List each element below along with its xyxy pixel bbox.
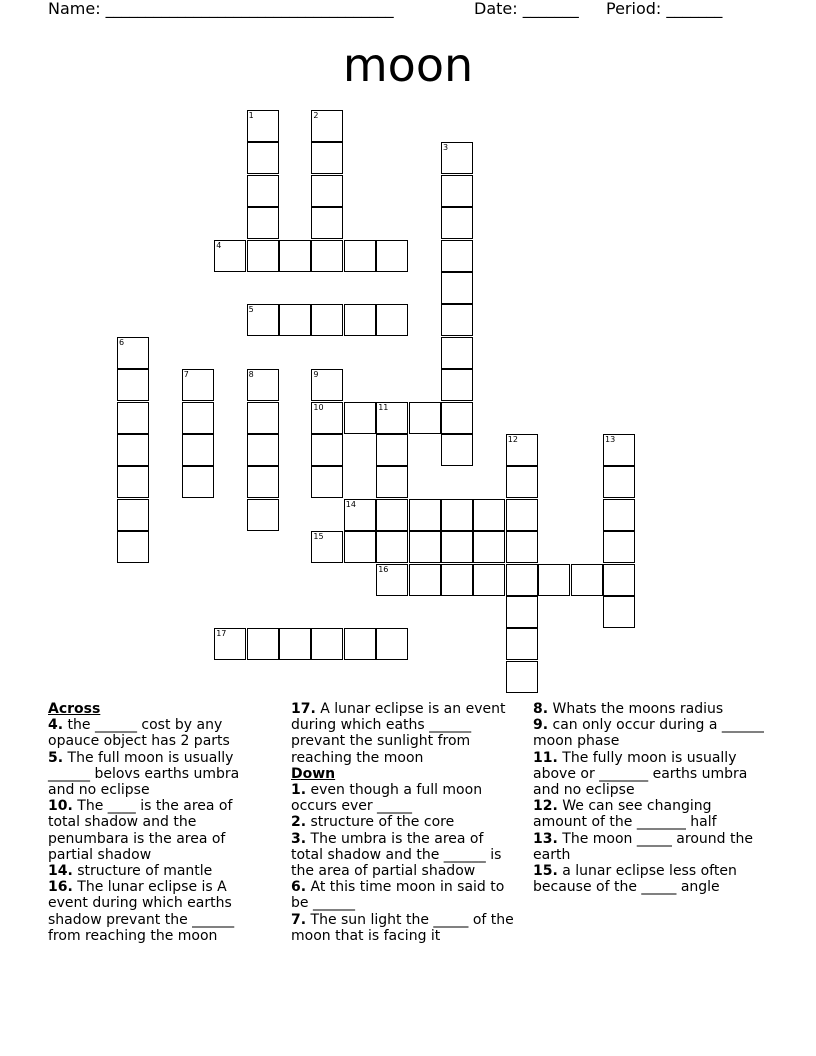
across-clue: 4. the ______ cost by any opauce object has 2 parts bbox=[48, 717, 230, 750]
grid-cell[interactable] bbox=[376, 531, 408, 563]
down-clue: 13. The moon _____ around the earth bbox=[533, 830, 753, 863]
grid-cell[interactable] bbox=[247, 175, 279, 207]
across-clue: 17. A lunar eclipse is an event during which eaths ______ prevant the sunlight from reaching the moon bbox=[291, 701, 506, 766]
clue-number: 3 bbox=[443, 143, 449, 153]
grid-cell[interactable] bbox=[441, 434, 473, 466]
grid-cell[interactable] bbox=[409, 564, 441, 596]
across-clue: 5. The full moon is usually ______ belovs earths umbra and no eclipse bbox=[48, 749, 240, 799]
grid-cell[interactable] bbox=[214, 628, 246, 660]
clue-number: 1 bbox=[248, 111, 254, 120]
grid-cell[interactable] bbox=[311, 369, 343, 401]
clue-number: 16 bbox=[378, 564, 389, 574]
grid-cell[interactable] bbox=[279, 240, 311, 272]
clue-number: 11 bbox=[378, 402, 389, 412]
grid-cell[interactable] bbox=[182, 434, 214, 466]
grid-cell[interactable] bbox=[441, 402, 473, 434]
grid-cell[interactable] bbox=[117, 369, 149, 401]
down-clue: 6. At this time moon in said to be ______ bbox=[291, 879, 505, 912]
grid-cell[interactable] bbox=[311, 628, 343, 660]
clue-number: 15 bbox=[313, 532, 324, 542]
grid-cell[interactable] bbox=[409, 499, 441, 531]
across-clue: 10. The ____ is the area of total shadow and the penumbara is the area of partial shadow bbox=[48, 798, 233, 863]
grid-cell[interactable] bbox=[247, 110, 279, 142]
grid-cell[interactable] bbox=[247, 628, 279, 660]
grid-cell[interactable] bbox=[311, 110, 343, 142]
grid-cell[interactable] bbox=[117, 531, 149, 563]
grid-cell[interactable] bbox=[311, 207, 343, 239]
down-clue: 7. The sun light the _____ of the moon that is facing it bbox=[291, 911, 514, 944]
grid-cell[interactable] bbox=[473, 564, 505, 596]
grid-cell[interactable] bbox=[603, 531, 635, 563]
grid-cell[interactable] bbox=[376, 434, 408, 466]
across-clue: 14. structure of mantle bbox=[48, 863, 213, 880]
grid-cell[interactable] bbox=[376, 240, 408, 272]
grid-cell[interactable] bbox=[603, 466, 635, 498]
grid-cell[interactable] bbox=[441, 564, 473, 596]
grid-cell[interactable] bbox=[117, 337, 149, 369]
grid-cell[interactable] bbox=[311, 434, 343, 466]
grid-cell[interactable] bbox=[344, 499, 376, 531]
clue-column-2 bbox=[291, 701, 519, 944]
grid-cell[interactable] bbox=[441, 369, 473, 401]
grid-cell[interactable] bbox=[571, 564, 603, 596]
grid-cell[interactable] bbox=[279, 628, 311, 660]
grid-cell[interactable] bbox=[506, 499, 538, 531]
grid-cell[interactable] bbox=[182, 402, 214, 434]
down-clue: 3. The umbra is the area of total shadow and the ______ is the area of partial shadow bbox=[291, 830, 502, 880]
clue-column-1 bbox=[48, 701, 268, 944]
grid-cell[interactable] bbox=[344, 628, 376, 660]
grid-cell[interactable] bbox=[506, 531, 538, 563]
grid-cell[interactable] bbox=[182, 369, 214, 401]
grid-cell[interactable] bbox=[409, 531, 441, 563]
grid-cell[interactable] bbox=[603, 596, 635, 628]
grid-cell[interactable] bbox=[344, 240, 376, 272]
across-heading: Across bbox=[48, 701, 101, 717]
grid-cell[interactable] bbox=[182, 466, 214, 498]
grid-cell[interactable] bbox=[506, 564, 538, 596]
puzzle-title: moon bbox=[342, 38, 474, 92]
grid-cell[interactable] bbox=[247, 304, 279, 336]
grid-cell[interactable] bbox=[311, 142, 343, 174]
grid-cell[interactable] bbox=[441, 531, 473, 563]
down-clue: 15. a lunar eclipse less often because of the _____ angle bbox=[533, 863, 737, 896]
down-heading: Down bbox=[291, 765, 336, 782]
grid-cell[interactable] bbox=[441, 175, 473, 207]
grid-cell[interactable] bbox=[409, 402, 441, 434]
down-clue: 12. We can see changing amount of the _______ half bbox=[533, 798, 717, 831]
grid-cell[interactable] bbox=[247, 434, 279, 466]
grid-cell[interactable] bbox=[376, 628, 408, 660]
clue-number: 7 bbox=[183, 370, 189, 380]
grid-cell[interactable] bbox=[214, 240, 246, 272]
grid-cell[interactable] bbox=[311, 466, 343, 498]
period-field-label: Period: _______ bbox=[606, 0, 723, 18]
grid-cell[interactable] bbox=[311, 304, 343, 336]
grid-cell[interactable] bbox=[247, 466, 279, 498]
down-clue: 1. even though a full moon occurs ever _____ bbox=[291, 782, 483, 815]
clue-number: 8 bbox=[248, 370, 254, 380]
down-clue: 9. can only occur during a ______ moon phase bbox=[533, 717, 764, 750]
grid-cell[interactable] bbox=[247, 207, 279, 239]
grid-cell[interactable] bbox=[117, 466, 149, 498]
clue-number: 14 bbox=[345, 499, 356, 509]
grid-cell[interactable] bbox=[247, 142, 279, 174]
grid-cell[interactable] bbox=[441, 240, 473, 272]
grid-cell[interactable] bbox=[506, 466, 538, 498]
name-field-label: Name: ____________________________________ bbox=[48, 0, 394, 18]
grid-cell[interactable] bbox=[603, 564, 635, 596]
grid-cell[interactable] bbox=[311, 175, 343, 207]
clue-number: 10 bbox=[313, 402, 324, 412]
clue-number: 5 bbox=[248, 305, 254, 315]
grid-cell[interactable] bbox=[441, 207, 473, 239]
grid-cell[interactable] bbox=[441, 272, 473, 304]
grid-cell[interactable] bbox=[376, 466, 408, 498]
grid-cell[interactable] bbox=[279, 304, 311, 336]
grid-cell[interactable] bbox=[603, 499, 635, 531]
grid-cell[interactable] bbox=[506, 596, 538, 628]
grid-cell[interactable] bbox=[247, 369, 279, 401]
grid-cell[interactable] bbox=[473, 531, 505, 563]
grid-cell[interactable] bbox=[506, 434, 538, 466]
clue-column-3 bbox=[533, 701, 769, 895]
clue-number: 12 bbox=[507, 435, 518, 444]
grid-cell[interactable] bbox=[311, 240, 343, 272]
down-clue: 8. Whats the moons radius bbox=[533, 701, 724, 717]
grid-cell[interactable] bbox=[376, 304, 408, 336]
date-field-label: Date: _______ bbox=[474, 0, 579, 18]
grid-cell[interactable] bbox=[441, 499, 473, 531]
grid-cell[interactable] bbox=[247, 402, 279, 434]
grid-cell[interactable] bbox=[473, 499, 505, 531]
grid-cell[interactable] bbox=[344, 304, 376, 336]
clue-number: 4 bbox=[216, 240, 222, 250]
across-clue: 16. The lunar eclipse is A event during which earths shadow prevant the ______ from reaching the moon bbox=[48, 879, 235, 944]
grid-cell[interactable] bbox=[376, 564, 408, 596]
clue-number: 13 bbox=[605, 435, 616, 444]
clue-number: 17 bbox=[216, 629, 227, 639]
grid-cell[interactable] bbox=[344, 402, 376, 434]
grid-cell[interactable] bbox=[344, 531, 376, 563]
grid-cell[interactable] bbox=[441, 142, 473, 174]
down-clue: 11. The fully moon is usually above or _______ earths umbra and no eclipse bbox=[533, 749, 748, 799]
grid-cell[interactable] bbox=[441, 337, 473, 369]
grid-cell[interactable] bbox=[247, 499, 279, 531]
grid-cell[interactable] bbox=[247, 240, 279, 272]
grid-cell[interactable] bbox=[506, 661, 538, 693]
clue-number: 2 bbox=[313, 111, 319, 120]
grid-cell[interactable] bbox=[311, 531, 343, 563]
down-clue: 2. structure of the core bbox=[291, 814, 455, 831]
grid-cell[interactable] bbox=[117, 402, 149, 434]
grid-cell[interactable] bbox=[441, 304, 473, 336]
grid-cell[interactable] bbox=[376, 402, 408, 434]
grid-cell[interactable] bbox=[603, 434, 635, 466]
grid-cell[interactable] bbox=[538, 564, 570, 596]
clue-number: 9 bbox=[313, 370, 319, 380]
grid-cell[interactable] bbox=[311, 402, 343, 434]
grid-cell[interactable] bbox=[117, 499, 149, 531]
grid-cell[interactable] bbox=[376, 499, 408, 531]
clue-number: 6 bbox=[119, 337, 125, 347]
grid-cell[interactable] bbox=[117, 434, 149, 466]
grid-cell[interactable] bbox=[506, 628, 538, 660]
